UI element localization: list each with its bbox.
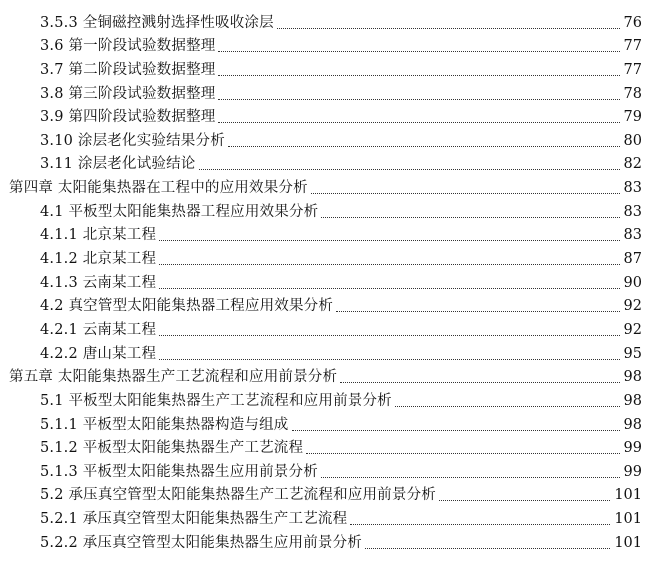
toc-entry[interactable]	[0, 34, 651, 58]
toc-dot-leader	[159, 240, 619, 241]
toc-entry-page: 101	[614, 534, 642, 551]
toc-entry-title: 3.7 第二阶段试验数据整理	[40, 61, 216, 78]
toc-entry-page: 83	[623, 227, 642, 244]
toc-entry[interactable]	[0, 128, 651, 152]
toc-entry-title: 4.2.2 唐山某工程	[40, 345, 157, 362]
toc-entry-title: 5.1.1 平板型太阳能集热器构造与组成	[40, 416, 289, 433]
toc-entry[interactable]	[0, 483, 651, 507]
toc-entry-page: 82	[623, 156, 642, 173]
toc-dot-leader	[159, 335, 619, 336]
toc-entry-title: 4.1.2 北京某工程	[40, 251, 157, 268]
toc-entry[interactable]	[0, 530, 651, 554]
toc-entry-page: 76	[623, 14, 642, 31]
toc-entry[interactable]	[0, 199, 651, 223]
toc-entry-title: 4.1.1 北京某工程	[40, 227, 157, 244]
toc-entry[interactable]	[0, 412, 651, 436]
toc-entry-page: 90	[623, 274, 642, 291]
toc-dot-leader	[321, 477, 620, 478]
toc-entry-page: 87	[623, 251, 642, 268]
toc-entry[interactable]	[0, 317, 651, 341]
toc-entry-page: 95	[623, 345, 642, 362]
toc-entry-page: 79	[623, 109, 642, 126]
toc-entry-title: 4.1.3 云南某工程	[40, 274, 157, 291]
toc-entry[interactable]	[0, 436, 651, 460]
toc-entry[interactable]	[0, 294, 651, 318]
toc-entry-page: 80	[623, 132, 642, 149]
toc-entry-title: 3.6 第一阶段试验数据整理	[40, 38, 216, 55]
toc-dot-leader	[218, 122, 619, 123]
toc-entry[interactable]	[0, 10, 651, 34]
toc-entry-title: 5.2.2 承压真空管型太阳能集热器生应用前景分析	[40, 534, 363, 551]
toc-entry-title: 4.2.1 云南某工程	[40, 321, 157, 338]
toc-entry-page: 78	[623, 85, 642, 102]
toc-entry-page: 77	[623, 38, 642, 55]
table-of-contents	[0, 10, 651, 554]
toc-dot-leader	[306, 453, 619, 454]
toc-entry-page: 83	[623, 203, 642, 220]
toc-entry-page: 92	[623, 298, 642, 315]
toc-entry-title: 4.2 真空管型太阳能集热器工程应用效果分析	[40, 298, 334, 315]
toc-dot-leader	[336, 311, 619, 312]
toc-dot-leader	[340, 382, 619, 383]
toc-entry-page: 77	[623, 61, 642, 78]
toc-entry-title: 5.1.2 平板型太阳能集热器生产工艺流程	[40, 440, 304, 457]
toc-dot-leader	[439, 500, 610, 501]
toc-entry[interactable]	[0, 341, 651, 365]
toc-entry[interactable]	[0, 223, 651, 247]
toc-entry-page: 99	[623, 440, 642, 457]
toc-entry-title: 第五章 太阳能集热器生产工艺流程和应用前景分析	[9, 369, 338, 386]
toc-dot-leader	[159, 288, 619, 289]
toc-entry-page: 83	[623, 180, 642, 197]
toc-entry[interactable]	[0, 459, 651, 483]
toc-dot-leader	[292, 430, 620, 431]
toc-entry-title: 第四章 太阳能集热器在工程中的应用效果分析	[9, 180, 308, 197]
toc-chapter-entry[interactable]	[0, 175, 651, 199]
toc-dot-leader	[311, 193, 620, 194]
toc-entry-page: 98	[623, 369, 642, 386]
toc-entry-title: 3.8 第三阶段试验数据整理	[40, 85, 216, 102]
toc-entry[interactable]	[0, 152, 651, 176]
toc-dot-leader	[228, 146, 620, 147]
toc-dot-leader	[321, 217, 619, 218]
toc-entry-title: 5.1 平板型太阳能集热器生产工艺流程和应用前景分析	[40, 392, 392, 409]
toc-dot-leader	[350, 524, 610, 525]
toc-entry-title: 5.2.1 承压真空管型太阳能集热器生产工艺流程	[40, 511, 348, 528]
toc-entry-page: 98	[623, 392, 642, 409]
toc-entry[interactable]	[0, 105, 651, 129]
toc-entry-title: 5.2 承压真空管型太阳能集热器生产工艺流程和应用前景分析	[40, 487, 436, 504]
toc-entry[interactable]	[0, 81, 651, 105]
toc-dot-leader	[218, 99, 619, 100]
toc-dot-leader	[159, 359, 619, 360]
toc-entry-page: 92	[623, 321, 642, 338]
toc-dot-leader	[159, 264, 619, 265]
toc-entry-title: 3.10 涂层老化实验结果分析	[40, 132, 225, 149]
toc-dot-leader	[395, 406, 620, 407]
toc-entry-page: 98	[623, 416, 642, 433]
toc-dot-leader	[365, 548, 610, 549]
toc-chapter-entry[interactable]	[0, 365, 651, 389]
toc-entry-page: 99	[623, 463, 642, 480]
toc-dot-leader	[218, 75, 619, 76]
toc-entry[interactable]	[0, 270, 651, 294]
toc-entry[interactable]	[0, 57, 651, 81]
toc-entry-title: 3.9 第四阶段试验数据整理	[40, 109, 216, 126]
toc-entry-title: 3.11 涂层老化试验结论	[40, 156, 196, 173]
toc-entry[interactable]	[0, 246, 651, 270]
toc-entry-title: 4.1 平板型太阳能集热器工程应用效果分析	[40, 203, 319, 220]
toc-dot-leader	[199, 169, 620, 170]
toc-dot-leader	[277, 28, 620, 29]
toc-entry-page: 101	[614, 487, 642, 504]
toc-entry-title: 5.1.3 平板型太阳能集热器生应用前景分析	[40, 463, 318, 480]
toc-entry-title: 3.5.3 全铜磁控溅射选择性吸收涂层	[40, 14, 274, 31]
toc-entry[interactable]	[0, 388, 651, 412]
toc-entry[interactable]	[0, 506, 651, 530]
toc-dot-leader	[218, 51, 619, 52]
toc-entry-page: 101	[614, 511, 642, 528]
